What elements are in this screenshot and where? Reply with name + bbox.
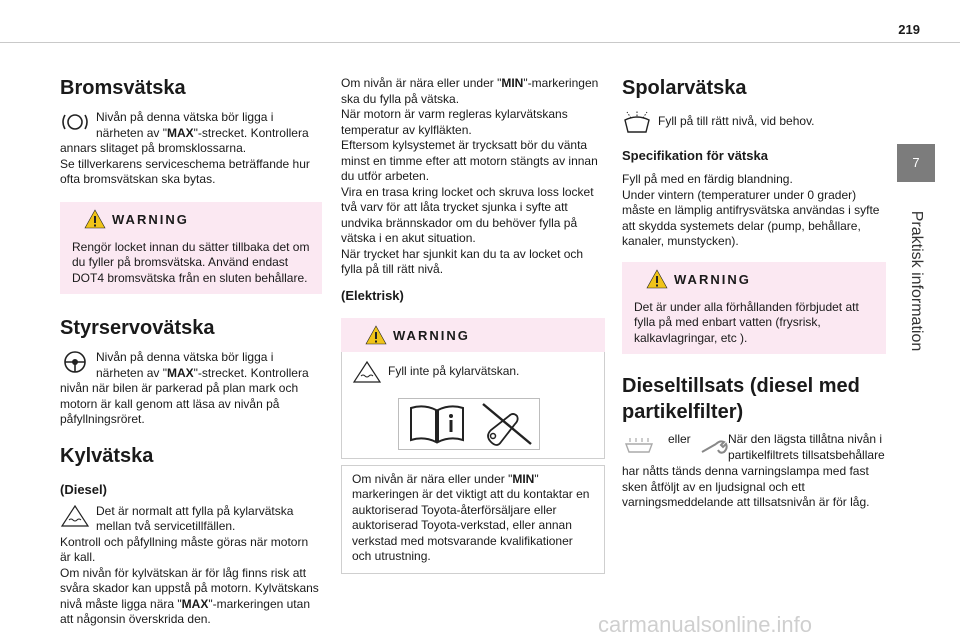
- middle-text-5: När trycket har sjunkit kan du ta av locket och fylla på till rätt nivå.: [341, 246, 584, 276]
- coolant-paragraph: [60, 504, 322, 628]
- middle-column: [341, 76, 605, 574]
- washer-text: Fyll på till rätt nivå, vid behov.: [658, 114, 815, 128]
- wrench-icon: [700, 438, 728, 456]
- caution-triangle-icon: [60, 504, 90, 528]
- coolant-title: Kylvätska: [60, 444, 154, 467]
- brake-text-2: Se tillverkarens serviceschema beträffande hur ofta bromsvätskan ska bytas.: [60, 156, 310, 186]
- steering-title: Styrservovätska: [60, 317, 215, 339]
- diesel-title-2: partikelfilter): [622, 401, 744, 423]
- coolant-text-1: Det är normalt att fylla på kylarvätska mellan två servicetillfällen.: [96, 503, 294, 533]
- steering-icon: [60, 350, 90, 374]
- diesel-text-1: När den lägsta tillåtna nivån i partikelfiltrets tillsatsbehållare: [728, 432, 885, 462]
- brake-paragraph: [60, 110, 322, 188]
- washer-paragraph: [622, 110, 886, 134]
- left-column: [60, 76, 322, 628]
- warning-bottom-text: Om nivån är nära eller under "MIN" markeringen är det viktigt att du kontaktar en auktoriserad Toyota-återförsäljare eller auktoriserad Toyota-verkstad, eller annan verkstad med motsvarande kvalifikationer och utrustning.: [352, 471, 590, 563]
- middle-text-3: Eftersom kylsystemet är trycksatt bör du vänta minst en timme efter att motorn stängts av innan du utför arbeten.: [341, 138, 598, 183]
- warning-text: Rengör locket innan du sätter tillbaka det om du fyller på bromsvätska. Använd endast DOT4 bromsvätska från en sluten behållare.: [72, 239, 310, 285]
- warning-text: Det är under alla förhållanden förbjudet att fylla på med enbart vatten (frysrisk, kalkavlagringar, etc ).: [634, 299, 859, 345]
- manual-book-icon: [407, 402, 467, 446]
- diesel-title-1: Dieseltillsats (diesel med: [622, 375, 860, 397]
- diesel-icons-row: [622, 432, 886, 464]
- brake-title: Bromsvätska: [60, 77, 186, 99]
- warning-text: Fyll inte på kylarvätskan.: [388, 363, 520, 378]
- warning-triangle-icon: [646, 269, 668, 289]
- warning-content: [341, 352, 605, 459]
- diesel-text-2: har nåtts tänds denna varningslampa med fast sken åtföljt av en ljudsignal och ett varningsmeddelande att tillsatsnivån är för låg.: [622, 464, 870, 509]
- warning-header: [341, 318, 605, 352]
- spec-text-1: Fyll på med en färdig blandning.: [622, 172, 793, 186]
- spec-title: Specifikation för vätska: [622, 148, 768, 163]
- electric-subtitle: (Elektrisk): [341, 287, 404, 303]
- steering-paragraph: [60, 350, 322, 428]
- manual-no-tool-pictogram: [398, 398, 540, 450]
- coolant-text-2: Kontroll och påfyllning måste göras när motorn är kall.: [60, 534, 309, 564]
- caution-triangle-icon: [352, 360, 382, 384]
- warning-bottom: [341, 465, 605, 574]
- chapter-label: Praktisk information: [908, 210, 925, 352]
- brake-text: Nivån på denna vätska bör ligga i närheten av "MAX"-strecket. Kontrollera annars slitaget på bromsklossarna.: [60, 110, 309, 155]
- warning-triangle-icon: [365, 325, 387, 345]
- or-text: eller: [668, 432, 691, 446]
- warning-label: WARNING: [393, 327, 470, 343]
- watermark: carmanualsonline.info: [598, 612, 813, 637]
- warning-box-coolant: [341, 318, 605, 574]
- middle-text-2: När motorn är varm regleras kylarvätskans temperatur av kylfläkten.: [341, 107, 568, 137]
- washer-fluid-icon: [622, 110, 652, 134]
- warning-label: WARNING: [674, 271, 751, 287]
- no-tool-icon: [479, 400, 535, 448]
- steering-text: Nivån på denna vätska bör ligga i närheten av "MAX"-strecket. Kontrollera nivån när bilen är parkerad på plan mark och motorn är kall genom att läsa av nivån på påfyllningsröret.: [60, 350, 309, 426]
- chapter-tab[interactable]: 7: [897, 144, 935, 182]
- middle-text-1: Om nivån är nära eller under "MIN"-markeringen ska du fylla på vätska.: [341, 76, 599, 106]
- warning-label: WARNING: [112, 211, 189, 227]
- washer-title: Spolarvätska: [622, 77, 747, 99]
- warning-box-brake: [60, 202, 322, 295]
- page-number: 219: [898, 22, 920, 37]
- coolant-text-3: Om nivån för kylvätskan är för låg finns risk att svåra skador kan uppstå på motorn. Kylvätskans nivå måste ligga nära "MAX"-markeringen utan att någonsin överskrida den.: [60, 565, 319, 626]
- middle-text-4: Vira en trasa kring locket och skruva loss locket två varv för att låta trycket sjunka i syfte att undvika brännskador om du behöver fylla på vätska i en akut situation.: [341, 184, 594, 245]
- warning-box-washer: [622, 262, 886, 355]
- fuel-additive-icon: [622, 434, 656, 456]
- brake-fluid-icon: [60, 110, 90, 134]
- warning-triangle-icon: [84, 209, 106, 229]
- header-divider: [0, 42, 960, 43]
- right-column: [622, 76, 886, 511]
- coolant-subtitle: (Diesel): [60, 481, 107, 497]
- spec-text-2: Under vintern (temperaturer under 0 grader) måste en lämplig antifrysvätska användas i syfte att skydda systemets delar (pump, behållare, kanaler, munstycken).: [622, 187, 880, 248]
